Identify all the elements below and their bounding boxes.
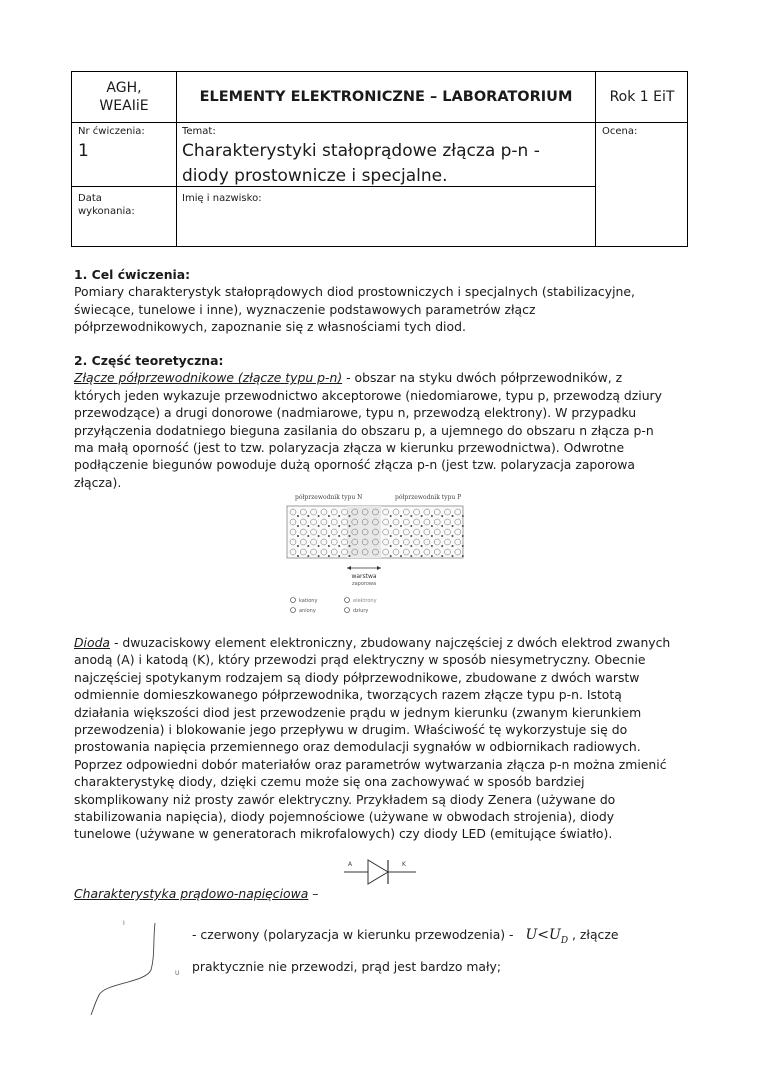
exercise-number-value: 1 [78,141,89,161]
diode-line: skomplikowany niż prosty zawór elektryczny. Przykładem są diody Zenera (używane do [74,791,616,807]
section-1 [74,266,694,336]
exercise-number-label: Nr ćwiczenia: [78,126,145,137]
grade-label: Ocena: [602,126,638,137]
legend-4: dziury [353,608,369,614]
date-label-line1: Data [78,193,102,204]
header-table [71,71,688,247]
topic-cell [182,125,592,188]
diode-section [74,634,694,843]
diode-line: charakterystykę diody, dzięki czemu może się ona zachowywać w sposób bardziej [74,774,585,790]
iv-curve-figure [85,915,195,1015]
iv-description [192,926,692,976]
section-2 [74,352,694,491]
formula: $U<U_D$ [525,927,569,946]
axis-i: I [123,920,125,927]
section-2-line: podłączenie biegunów powoduje dużą oporność złącza p-n (jest tzw. polaryzacja zaporowa [74,457,636,473]
topic-line2: diody prostownicze i specjalne. [182,166,448,186]
diode-line: stabilizowania napięcia), diody pojemnościowe (używane w obwodach strojenia), diody [74,809,615,825]
diode-term: Dioda [74,635,111,650]
legend-3: aniony [299,608,316,614]
diode-line: tunelowe (używane w generatorach mikrofalowych) czy diody LED (emitujące światło). [74,826,613,842]
legend-1: kationy [299,598,318,604]
university-line1: AGH, [106,80,142,96]
diode-line: Dioda - dwuzaciskowy element elektroniczny, zbudowany najczęściej z dwóch elektrod zwanych [74,635,671,650]
section-2-line: ma małą oporność (jest to tzw. polaryzacja złącza w kierunku przewodnictwa). Odwrotne [74,440,625,456]
iv-term: Charakterystyka prądowo-napięciowa [74,886,309,901]
university-cell [72,72,176,122]
diode-line: najczęściej spotykanym rodzajem są diody półprzewodnikowe, zbudowane z dwóch warstw [74,669,640,685]
exercise-number-cell [78,125,173,161]
diode-line: działania większości diod jest przewodzenie prądu w jednym kierunku (zwanym kierunkiem [74,704,642,720]
section-1-heading: 1. Cel ćwiczenia: [74,267,191,282]
diode-line: Poprzez odpowiedni dobór materiałów oraz parametrów wytwarzania złącza p-n można zmienić [74,756,667,772]
section-1-line: świecące, tunelowe i inne), wyznaczenie podstawowych parametrów złącz [74,301,536,317]
barrier-label-2: zaporowa [351,581,377,587]
section-1-line: Pomiary charakterystyk stałoprądowych diod prostowniczych i specjalnych (stabilizacyjne, [74,284,635,300]
topic-line1: Charakterystyki stałoprądowe złącza p-n - [182,141,540,161]
date-cell [78,192,173,218]
document-title: ELEMENTY ELEKTRONICZNE – LABORATORIUM [199,89,573,105]
university-line2: WEAIiE [99,98,149,114]
diode-line: odmiennie domieszkowanego półprzewodnika, tworzących razem złącze typu p-n. Istotą [74,687,622,703]
topic-label: Temat: [182,126,216,137]
section-2-line: złącza). [74,474,122,490]
axis-u: U [175,970,180,977]
pn-junction-figure [285,490,465,615]
diode-line: anodą (A) i katodą (K), który przewodzi prąd elektryczny w sposób niesymetryczny. Obecnie [74,652,646,668]
iv-line-2: praktycznie nie przewodzi, prąd jest bardzo mały; [192,959,502,975]
section-2-line: przyłączenia dodatniego bieguna zasilania do obszaru p, a ujemnego do obszaru n złącza p-n [74,422,654,438]
section-1-line: półprzewodnikowych, zapoznanie się z własnościami tych diod. [74,319,466,335]
diode-line: przewodzenia) i blokowanie jego przepływu w drugim. Właściwość tę wykorzystuje się do [74,722,628,738]
date-label-line2: wykonania: [78,206,135,217]
figure-label-p: półprzewodnik typu P [395,494,462,501]
year-cell: Rok 1 EiT [609,89,675,105]
iv-heading: Charakterystyka prądowo-napięciowa – [74,886,319,901]
barrier-label-1: warstwa [351,573,377,580]
figure-label-n: półprzewodnik typu N [295,494,363,501]
section-2-line: przewodzące) a drugi donorowe (nadmiarowe, typu n, przewodzą elektrony). W przypadku [74,405,637,421]
pn-junction-term: Złącze półprzewodnikowe (złącze typu p-n) [74,370,343,386]
symbol-a: A [348,861,353,868]
section-2-line: Złącze półprzewodnikowe (złącze typu p-n) - obszar na styku dwóch półprzewodników, z [74,370,623,386]
iv-line-1: - czerwony (polaryzacja w kierunku przewodzenia) - $U<U_D$ , złącze [192,927,619,946]
name-label: Imię i nazwisko: [182,193,262,204]
section-2-heading: 2. Część teoretyczna: [74,353,224,368]
diode-line: prostowania napięcia przemiennego oraz demodulacji sygnałów w odbiornikach radiowych. [74,739,641,755]
section-2-line: których jeden wykazuje przewodnictwo akceptorowe (niedomiarowe, typu p, przewodzą dziury [74,387,662,403]
legend-2: elektrony [353,598,377,604]
symbol-k: K [402,861,406,868]
